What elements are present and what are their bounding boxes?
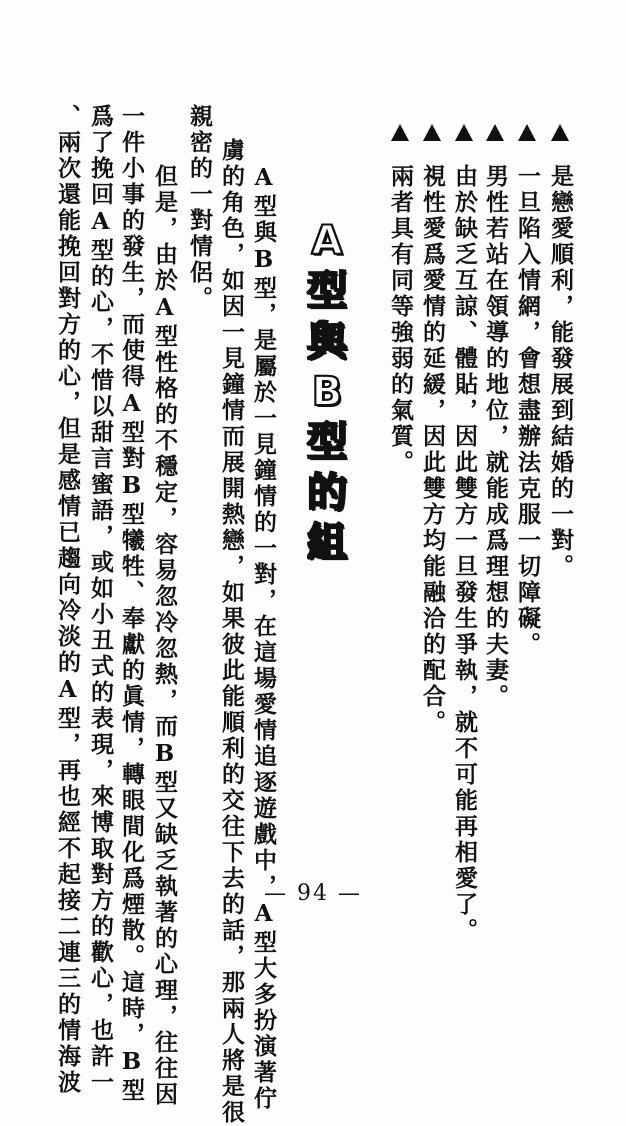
bullet-triangle-icon <box>423 124 441 141</box>
title-char: 組 <box>307 519 347 566</box>
title-char: 型 <box>307 268 347 315</box>
bullet-triangle-icon <box>518 124 536 141</box>
bullet-triangle-icon <box>486 124 504 141</box>
bullet-text: 男性若站在領導的地位，就能成爲理想的夫妻。 <box>482 164 509 710</box>
bullet-triangle-icon <box>551 124 569 141</box>
title-char: 型 <box>307 419 347 466</box>
title-char: 與 <box>307 318 347 365</box>
section-title <box>306 216 348 568</box>
bullet-triangle-icon <box>455 124 473 141</box>
body-text-column: 但是，由於A型性格的不穩定，容易忽冷忽熱，而B型又缺乏執著的心理，往往因 <box>151 138 178 1108</box>
body-text-column: 爲了挽回A型的心，不惜以甜言蜜語，或如小丑式的表現，來博取對方的歡心，也許一 <box>87 104 114 1096</box>
bullet-text: 由於缺乏互諒、體貼，因此雙方一旦發生爭執，就不可能再相愛了。 <box>451 164 478 944</box>
bullet-text: 一旦陷入情網，會想盡辦法克服一切障礙。 <box>514 164 541 658</box>
bullet-text: 是戀愛順利，能發展到結婚的一對。 <box>547 164 574 580</box>
body-text-column: 一件小事的發生，而使得A型對B型犧牲、奉獻的眞情，轉眼間化爲煙散。這時，B型 <box>118 104 145 1104</box>
title-char: 的 <box>307 469 347 516</box>
title-char: B <box>311 368 343 415</box>
title-char: A <box>311 218 343 265</box>
page-number: — 94 — <box>264 881 362 906</box>
body-text-column: A型與B型，是屬於一見鐘情的一對，在這場愛情追逐遊戲中，A型大多扮演著佇 <box>250 138 277 1112</box>
body-text-column: 、兩次還能挽回對方的心，但是感情已趨向冷淡的A型，再也經不起接二連三的情海波 <box>54 104 81 1096</box>
bullet-text: 視性愛爲愛情的延緩，因此雙方均能融洽的配合。 <box>419 164 446 736</box>
bullet-triangle-icon <box>391 124 409 141</box>
bullet-text: 兩者具有同等強弱的氣質。 <box>387 164 414 476</box>
body-text-column: 親密的一對情侶。 <box>186 104 213 312</box>
body-text-column: 虜的角色，如因一見鐘情而展開熱戀，如果彼此能順利的交往下去的話，那兩人將是很 <box>218 138 245 1126</box>
